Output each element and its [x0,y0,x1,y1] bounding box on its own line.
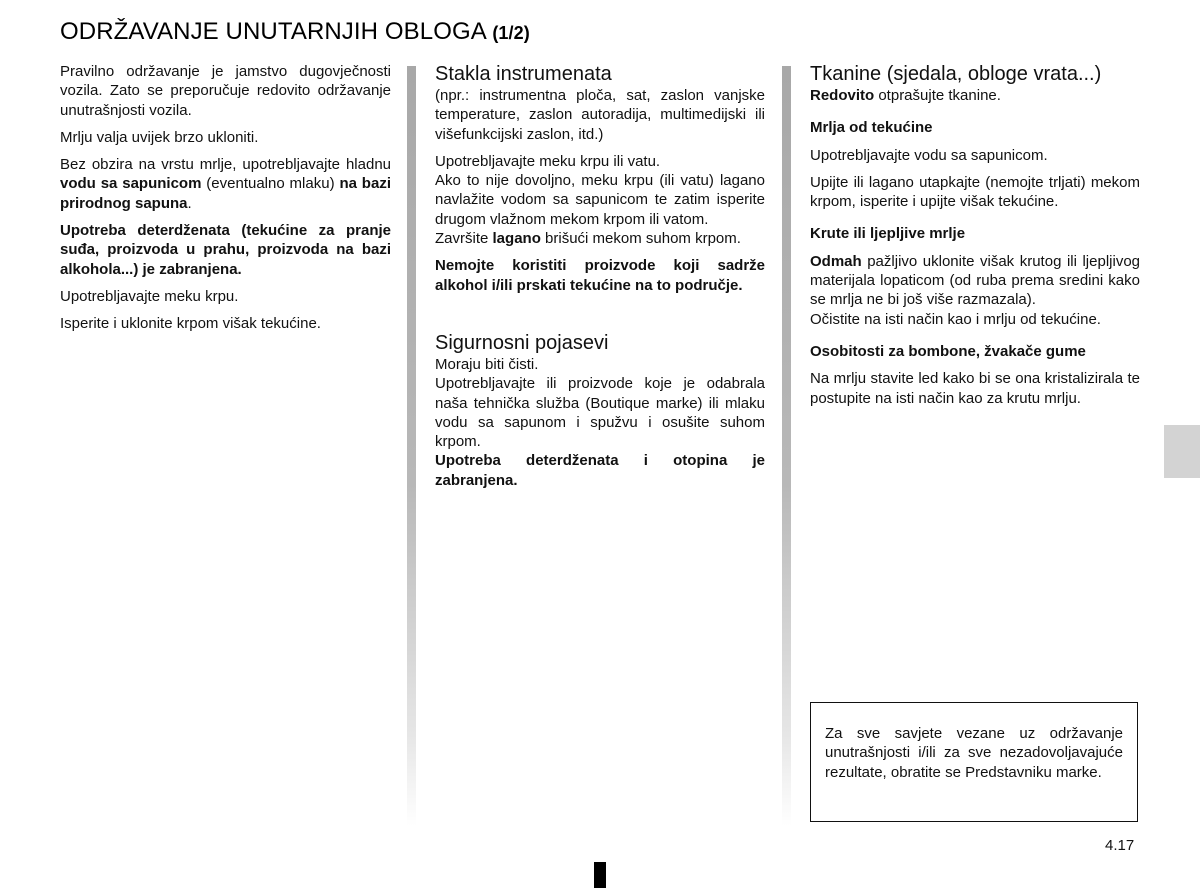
page-title-part: (1/2) [492,23,530,43]
warning-paragraph: Upotreba deterdženata (tekućine za pranje suđa, proizvoda u prahu, proizvoda na bazi alkohola...) je zabranjena. [60,222,391,278]
dealer-notice-box [810,702,1138,822]
text-run: Završite [435,230,493,248]
column-separator [782,66,791,826]
text-run: . [187,194,192,212]
section-spacer [435,303,765,331]
section-paragraph: (npr.: instrumentna ploča, sat, zaslon vanjske temperature, zaslon autoradija, multimedijski ili višefunkcijski zaslon, itd.) [435,87,765,143]
subheading-liquid-stain: Mrlja od tekućine [810,119,933,137]
column-intro [60,62,391,342]
section-paragraph [435,152,765,248]
warning-paragraph: Nemojte koristiti proizvode koji sadrže alkohol i/ili prskati tekućine na to područje. [435,257,765,294]
column-separator [407,66,416,826]
section-paragraph: Na mrlju stavite led kako bi se ona kristalizirala te postupite na isti način kao za krutu mrlju. [810,370,1140,407]
emphasis-text: lagano [492,230,541,248]
page-title [60,18,530,46]
section-paragraph: Upotrebljavajte vodu sa sapunicom. [810,146,1048,164]
intro-paragraph: Isperite i uklonite krpom višak tekućine. [60,315,321,333]
text-run: (eventualno mlaku) [201,175,340,193]
emphasis-text: Odmah [810,252,862,270]
intro-paragraph: Pravilno održavanje je jamstvo dugovječnosti vozila. Zato se preporučuje redovito održavanje unutrašnjosti vozila. [60,63,391,119]
text-run: Ako to nije dovoljno, meku krpu (ili vatu) lagano navlažite vodom sa sapunicom te zatim isperite drugom vlažnom mekom krpom ili vatom. [435,172,765,228]
text-run: Upotrebljavajte ili proizvode koje je odabrala naša tehnička služba (Boutique marke) ili mlaku vodu sa sapunom i spužvu i osušite suhom krpom. [435,375,765,451]
text-run: Bez obzira na vrstu mrlje, upotrebljavajte hladnu [60,156,391,174]
intro-paragraph: Mrlju valja uvijek brzo ukloniti. [60,128,259,146]
text-run: pažljivo uklonite višak krutog ili ljepljivog materijala lopaticom (od ruba prema sredini kako se mrlja ne bi još više razmazala). [810,252,1140,309]
dealer-notice-text: Za sve savjete vezane uz održavanje unutrašnjosti i/ili za sve nezadovoljavajuće rezultate, obratite se Predstavniku marke. [825,725,1123,781]
section-paragraph [810,86,1140,105]
emphasis-text: Upotreba deterdženata i otopina je zabranjena. [435,452,765,489]
section-heading-fabrics: Tkanine (sjedala, obloge vrata...) [810,63,1102,85]
intro-paragraph: Upotrebljavajte meku krpu. [60,287,239,305]
emphasis-text: na bazi prirodnog sapuna [60,175,391,212]
emphasis-text: Redovito [810,87,875,104]
text-run: Moraju biti čisti. [435,355,539,373]
emphasis-text: vodu sa sapunicom [60,175,202,193]
section-paragraph: Upijte ili lagano utapkajte (nemojte trljati) mekom krpom, isperite i upijte višak tekućine. [810,173,1140,211]
text-run: Očistite na isti način kao i mrlju od tekućine. [810,310,1101,328]
subheading-solid-stain: Krute ili ljepljive mrlje [810,225,966,243]
subheading-sweets-gum: Osobitosti za bombone, žvakače gume [810,342,1086,360]
section-paragraph [435,355,765,490]
text-run: Upotrebljavajte meku krpu ili vatu. [435,152,661,170]
section-paragraph [810,252,1140,329]
chapter-tab-marker [1164,425,1200,478]
text-run: brišući mekom suhom krpom. [540,230,741,248]
print-crop-mark [594,862,606,888]
section-heading-seat-belts: Sigurnosni pojasevi [435,331,609,354]
text-run: otprašujte tkanine. [874,87,1001,104]
column-fabrics [810,62,1140,416]
section-heading-instrument-glass: Stakla instrumenata [435,63,612,85]
page-number: 4.17 [1105,837,1135,854]
page-title-text: ODRŽAVANJE UNUTARNJIH OBLOGA [60,18,486,45]
intro-paragraph [60,155,391,213]
column-glass-belts [435,62,765,498]
